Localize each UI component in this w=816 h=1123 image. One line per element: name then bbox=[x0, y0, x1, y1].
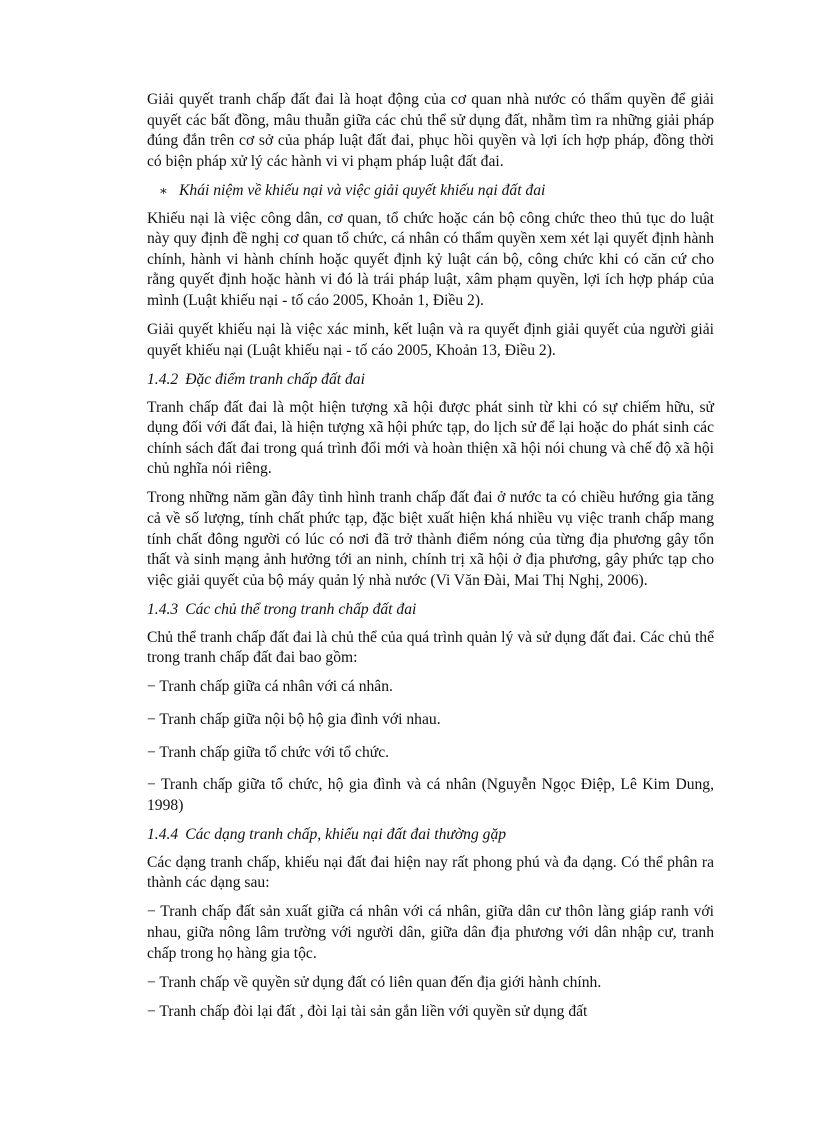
list-item: − Tranh chấp về quyền sử dụng đất có liên quan đến địa giới hành chính. bbox=[147, 973, 602, 991]
section-1-4-2-heading bbox=[147, 370, 714, 391]
section-1-4-3-paragraph-1: Chủ thể tranh chấp đất đai là chủ thể của quá trình quản lý và sử dụng đất đai. Các chủ thể trong tranh chấp đất đai bao gồm: bbox=[147, 628, 714, 667]
concept-bullet-heading bbox=[147, 181, 714, 202]
section-1-4-2-paragraph-1: Tranh chấp đất đai là một hiện tượng xã hội được phát sinh từ khi có sự chiếm hữu, sử dụng đối với đất đai, là hiện tượng xã hội phức tạp, do lịch sử để lại hoặc do phát sinh các chính sách đất đai trong quá trình đổi mới và hoàn thiện xã hội nói chung và chế độ xã hội chủ nghĩa nói riêng. bbox=[147, 398, 714, 478]
intro-paragraph: Giải quyết tranh chấp đất đai là hoạt động của cơ quan nhà nước có thẩm quyền để giải quyết các bất đồng, mâu thuẫn giữa các chủ thể sử dụng đất, nhằm tìm ra những giải pháp đúng đắn trên cơ sở của pháp luật đất đai, phục hồi quyền và lợi ích hợp pháp, đồng thời có biện pháp xử lý các hành vi vi phạm pháp luật đất đai. bbox=[147, 91, 714, 170]
section-number: 1.4.3 bbox=[147, 601, 179, 619]
concept-heading-text: Khái niệm về khiếu nại và việc giải quyết khiếu nại đất đai bbox=[179, 181, 546, 199]
section-1-4-2-paragraph-2: Trong những năm gần đây tình hình tranh chấp đất đai ở nước ta có chiều hướng gia tăng cả về số lượng, tính chất phức tạp, đặc biệt xuất hiện khá nhiều vụ việc tranh chấp mang tính chất đông người có lúc có nơi đã trở thành điểm nóng của từng địa phương gây tổn thất và sinh mạng ảnh hưởng tới an ninh, chính trị xã hội ở địa phương, gây phức tạp cho việc giải quyết của bộ máy quản lý nhà nước (Vi Văn Đài, Mai Thị Nghị, 2006). bbox=[147, 489, 714, 589]
list-item: − Tranh chấp giữa tổ chức với tổ chức. bbox=[147, 743, 390, 761]
list-item: − Tranh chấp giữa cá nhân với cá nhân. bbox=[147, 678, 393, 696]
section-1-4-3-heading bbox=[147, 600, 714, 621]
list-item: − Tranh chấp giữa tổ chức, hộ gia đình và cá nhân (Nguyễn Ngọc Điệp, Lê Kim Dung, 1998) bbox=[147, 776, 714, 814]
complaint-definition-paragraph: Khiếu nại là việc công dân, cơ quan, tổ chức hoặc cán bộ công chức theo thủ tục do luật này quy định đề nghị cơ quan tổ chức, cá nhân có thẩm quyền xem xét lại quyết định hành chính, hành vi hành chính hoặc quyết định kỷ luật cán bộ, công chức khi có căn cứ cho rằng quyết định hoặc hành vi đó là trái pháp luật, xâm phạm quyền, lợi ích hợp pháp của mình (Luật khiếu nại - tố cáo 2005, Khoản 1, Điều 2). bbox=[147, 209, 714, 309]
list-item: − Tranh chấp đòi lại đất , đòi lại tài sản gắn liền với quyền sử dụng đất bbox=[147, 1002, 588, 1020]
section-title: Các chủ thể trong tranh chấp đất đai bbox=[185, 601, 417, 619]
section-number: 1.4.4 bbox=[147, 825, 179, 843]
list-item: − Tranh chấp giữa nội bộ hộ gia đình với nhau. bbox=[147, 711, 441, 728]
section-1-4-4-paragraph-1: Các dạng tranh chấp, khiếu nại đất đai hiện nay rất phong phú và đa dạng. Có thể phân ra thành các dạng sau: bbox=[147, 853, 714, 892]
section-1-4-4-heading bbox=[147, 825, 714, 846]
document-page bbox=[147, 90, 714, 1031]
section-title: Đặc điểm tranh chấp đất đai bbox=[185, 370, 365, 388]
section-title: Các dạng tranh chấp, khiếu nại đất đai thường gặp bbox=[185, 825, 507, 843]
complaint-resolution-paragraph: Giải quyết khiếu nại là việc xác minh, kết luận và ra quyết định giải quyết của người giải quyết khiếu nại (Luật khiếu nại - tố cáo 2005, Khoản 13, Điều 2). bbox=[147, 321, 714, 359]
asterisk-bullet-icon: ∗ bbox=[159, 182, 168, 198]
section-number: 1.4.2 bbox=[147, 370, 179, 388]
list-item: − Tranh chấp đất sản xuất giữa cá nhân với cá nhân, giữa dân cư thôn làng giáp ranh với nhau, giữa nông lâm trường với người dân, giữa dân địa phương với dân nhập cư, tranh chấp trong họ hàng gia tộc. bbox=[147, 903, 714, 962]
